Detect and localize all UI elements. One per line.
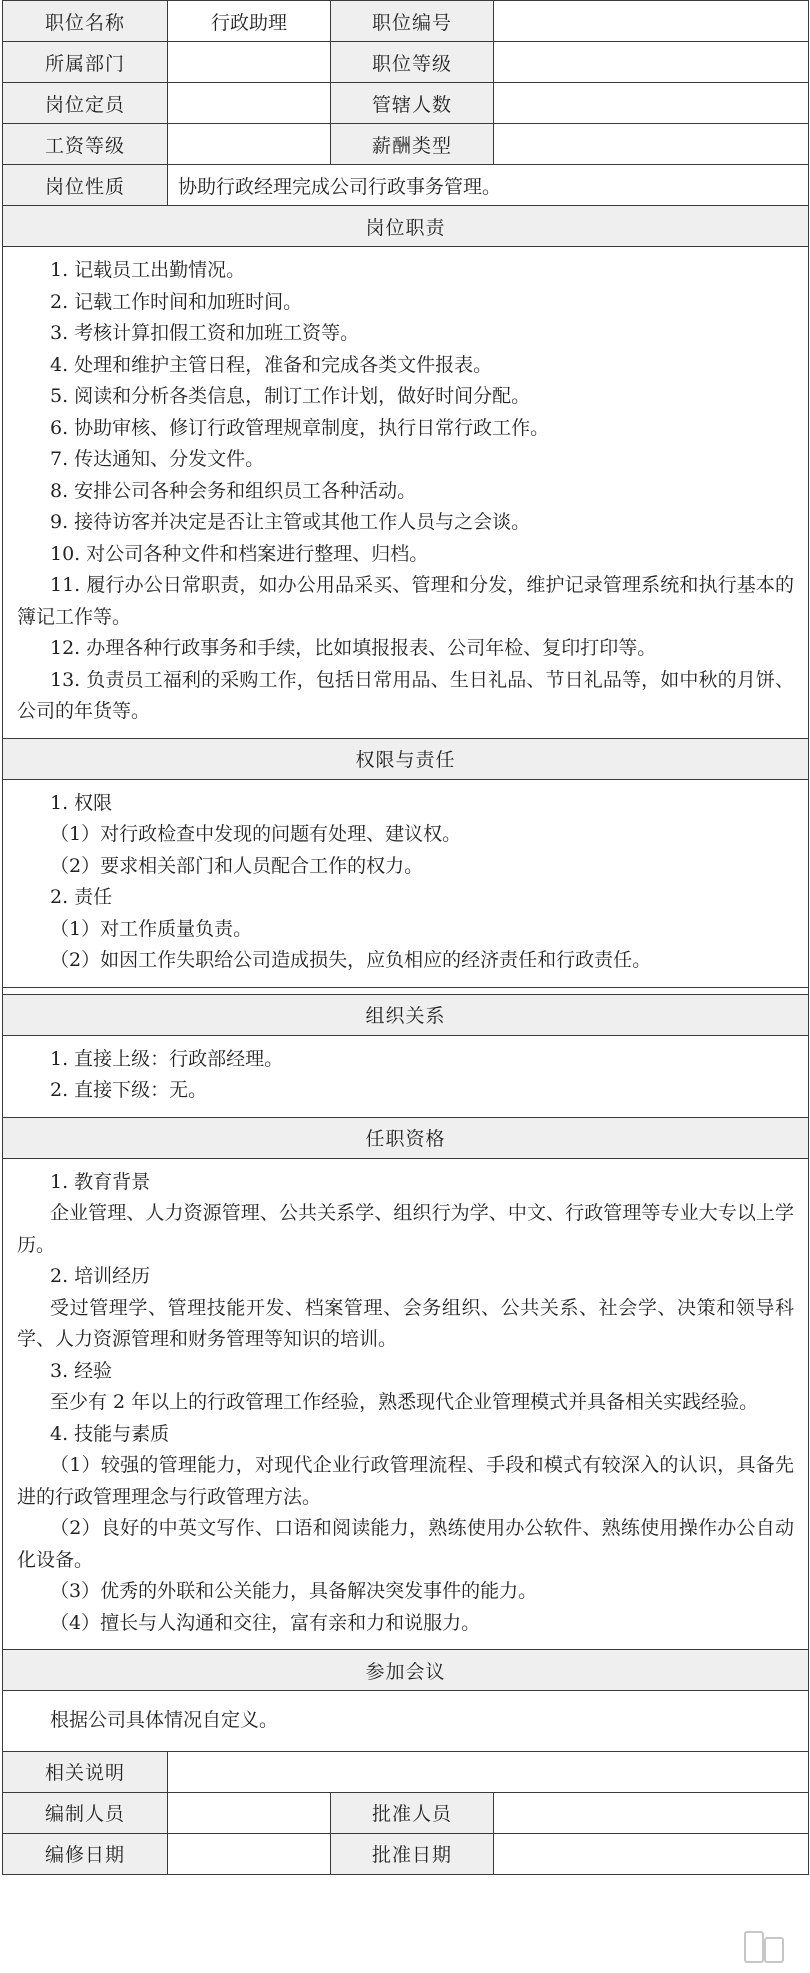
- value-position-level: [494, 42, 809, 83]
- value-nature: 协助行政经理完成公司行政事务管理。: [168, 165, 809, 206]
- value-prepared-by: [168, 1792, 331, 1833]
- authority-item: （2）如因工作失职给公司造成损失，应负相应的经济责任和行政责任。: [50, 949, 652, 971]
- label-subordinates: 管辖人数: [331, 83, 494, 124]
- qualification-item: 企业管理、人力资源管理、公共关系学、组织行为学、中文、行政管理等专业大专以上学历。: [17, 1202, 794, 1256]
- header-row: [3, 42, 809, 83]
- label-revision-date: 编修日期: [3, 1833, 168, 1874]
- qualification-item: 受过管理学、管理技能开发、档案管理、会务组织、公共关系、社会学、决策和领导科学、人力资源管理和财务管理等知识的培训。: [17, 1296, 794, 1350]
- label-position-level: 职位等级: [331, 42, 494, 83]
- value-salary-grade: [168, 124, 331, 165]
- label-approval-date: 批准日期: [331, 1833, 494, 1874]
- section-body-qualification: [3, 1158, 809, 1650]
- value-position-name: 行政助理: [168, 1, 331, 42]
- label-headcount: 岗位定员: [3, 83, 168, 124]
- duty-item: 3. 考核计算扣假工资和加班工资等。: [50, 322, 360, 344]
- authority-item: 1. 权限: [50, 791, 113, 814]
- authority-item: （1）对工作质量负责。: [50, 917, 253, 940]
- authority-item: （1）对行政检查中发现的问题有处理、建议权。: [50, 823, 462, 845]
- value-position-code: [494, 1, 809, 42]
- value-revision-date: [168, 1833, 331, 1874]
- header-row: [3, 124, 809, 165]
- section-body-org: [3, 1035, 809, 1117]
- value-related-notes: [168, 1751, 809, 1792]
- qualification-item: 4. 技能与素质: [50, 1422, 170, 1445]
- duty-item: 2. 记载工作时间和加班时间。: [50, 290, 303, 313]
- footer-row: [3, 1792, 809, 1833]
- footer-note-row: [3, 1751, 809, 1792]
- duty-item: 11. 履行办公日常职责，如办公用品采买、管理和分发，维护记录管理系统和执行基本的簿记工作等。: [17, 574, 794, 628]
- duty-item: 4. 处理和维护主管日程，准备和完成各类文件报表。: [50, 353, 493, 376]
- label-related-notes: 相关说明: [3, 1751, 168, 1792]
- label-nature: 岗位性质: [3, 165, 168, 206]
- page-break-gap: [3, 987, 809, 994]
- org-item: 1. 直接上级：行政部经理。: [50, 1047, 284, 1070]
- org-item: 2. 直接下级：无。: [50, 1079, 208, 1101]
- qualification-item: 2. 培训经历: [50, 1265, 151, 1287]
- duty-item: 13. 负责员工福利的采购工作，包括日常用品、生日礼品、节日礼品等，如中秋的月饼、公司的年货等。: [17, 668, 794, 722]
- duty-item: 5. 阅读和分析各类信息，制订工作计划，做好时间分配。: [50, 385, 531, 407]
- label-department: 所属部门: [3, 42, 168, 83]
- section-body-duties: [3, 247, 809, 739]
- authority-item: （2）要求相关部门和人员配合工作的权力。: [50, 854, 424, 877]
- header-row: [3, 1, 809, 42]
- label-position-name: 职位名称: [3, 1, 168, 42]
- duty-item: 7. 传达通知、分发文件。: [50, 448, 265, 470]
- qualification-item: （4）擅长与人沟通和交往，富有亲和力和说服力。: [50, 1611, 481, 1634]
- job-description-table: [2, 0, 809, 1875]
- footer-row: [3, 1833, 809, 1874]
- section-body-meeting: [3, 1691, 809, 1752]
- section-body-authority: [3, 779, 809, 987]
- value-headcount: [168, 83, 331, 124]
- qualification-item: 1. 教育背景: [50, 1170, 151, 1193]
- value-subordinates: [494, 83, 809, 124]
- section-title-qualification: 任职资格: [3, 1117, 809, 1158]
- value-approved-by: [494, 1792, 809, 1833]
- label-pay-type: 薪酬类型: [331, 124, 494, 165]
- section-title-meeting: 参加会议: [3, 1650, 809, 1691]
- duty-item: 12. 办理各种行政事务和手续，比如填报报表、公司年检、复印打印等。: [50, 637, 657, 659]
- authority-item: 2. 责任: [50, 886, 113, 908]
- duty-item: 9. 接待访客并决定是否让主管或其他工作人员与之会谈。: [50, 511, 531, 533]
- header-row: [3, 83, 809, 124]
- section-title-org: 组织关系: [3, 994, 809, 1035]
- label-position-code: 职位编号: [331, 1, 494, 42]
- watermark-logo-icon: [744, 1927, 786, 1963]
- qualification-item: 3. 经验: [50, 1359, 113, 1382]
- label-salary-grade: 工资等级: [3, 124, 168, 165]
- value-approval-date: [494, 1833, 809, 1874]
- value-department: [168, 42, 331, 83]
- duty-item: 8. 安排公司各种会务和组织员工各种活动。: [50, 479, 417, 502]
- section-title-duties: 岗位职责: [3, 206, 809, 247]
- qualification-item: 至少有 2 年以上的行政管理工作经验，熟悉现代企业管理模式并具备相关实践经验。: [50, 1391, 759, 1413]
- duty-item: 10. 对公司各种文件和档案进行整理、归档。: [50, 542, 429, 565]
- qualification-item: （2）良好的中英文写作、口语和阅读能力，熟练使用办公软件、熟练使用操作办公自动化设备。: [17, 1517, 794, 1571]
- qualification-item: （1）较强的管理能力，对现代企业行政管理流程、手段和模式有较深入的认识，具备先进的行政管理理念与行政管理方法。: [17, 1454, 794, 1508]
- label-approved-by: 批准人员: [331, 1792, 494, 1833]
- qualification-item: （3）优秀的外联和公关能力，具备解决突发事件的能力。: [50, 1580, 538, 1602]
- duty-item: 1. 记载员工出勤情况。: [50, 259, 246, 281]
- meeting-item: 根据公司具体情况自定义。: [50, 1709, 279, 1731]
- section-title-authority: 权限与责任: [3, 738, 809, 779]
- label-prepared-by: 编制人员: [3, 1792, 168, 1833]
- value-pay-type: [494, 124, 809, 165]
- duty-item: 6. 协助审核、修订行政管理规章制度，执行日常行政工作。: [50, 416, 550, 439]
- nature-row: [3, 165, 809, 206]
